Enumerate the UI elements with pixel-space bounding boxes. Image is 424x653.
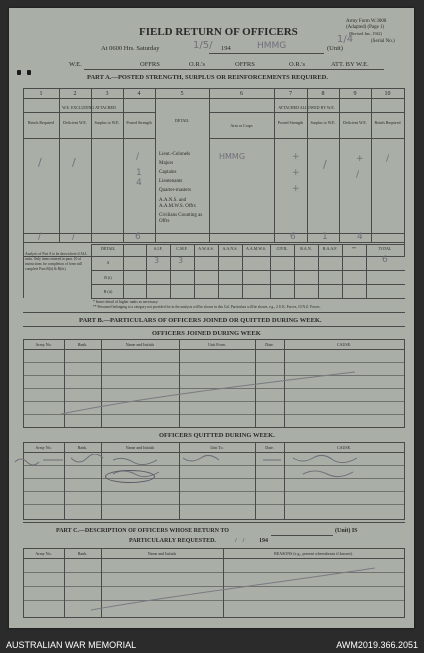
part-c-col-header: Name and Initials bbox=[147, 551, 177, 556]
col-number: 4 bbox=[137, 91, 141, 97]
rank-label: Majors bbox=[159, 161, 174, 166]
detail-sub-header: A.W.A.S. bbox=[198, 246, 214, 251]
unit-handwriting-part-a: HMMG bbox=[219, 152, 246, 161]
we-label: W.E. bbox=[69, 61, 82, 68]
col-number: 6 bbox=[240, 91, 243, 97]
unit-handwriting: HMMG bbox=[257, 41, 287, 51]
handwritten-mark: 1 bbox=[136, 168, 142, 178]
quitted-col-header: CAUSE. bbox=[336, 445, 352, 450]
handwritten-entry bbox=[13, 454, 403, 482]
punch-hole bbox=[27, 70, 31, 75]
cancel-stroke bbox=[89, 564, 379, 614]
col-number: 9 bbox=[353, 91, 357, 97]
handwritten-mark: / bbox=[323, 158, 327, 171]
footer-accession: AWM2019.366.2051 bbox=[336, 640, 418, 650]
part-b-title: PART B.—PARTICULARS OF OFFICERS JOINED OR QUITTED DURING WEEK. bbox=[79, 317, 322, 324]
handwritten-mark: 3 bbox=[178, 256, 184, 265]
joined-col-header: Rank. bbox=[77, 342, 88, 347]
col-number: 10 bbox=[384, 91, 391, 97]
col-number: 1 bbox=[39, 91, 43, 97]
handwritten-mark: 4 bbox=[136, 178, 142, 188]
we-excluding-header: W.E. EXCLUDING ATTACHED bbox=[62, 105, 116, 110]
col-number: 5 bbox=[180, 91, 184, 97]
detail-header: DETAIL bbox=[174, 118, 190, 123]
detail-sub-header: A.I.F. bbox=[153, 246, 163, 251]
right-col-header: Reinfs Required bbox=[374, 120, 401, 125]
rank-label: A.A.N.S. and A.A.M.W.S. Offrs bbox=[159, 198, 196, 209]
joined-col-header: CAUSE. bbox=[336, 342, 352, 347]
handwritten-mark: 6 bbox=[382, 255, 388, 265]
quitted-col-header: Rank. bbox=[77, 445, 88, 450]
joined-col-header: Army No. bbox=[35, 342, 52, 347]
form-title: FIELD RETURN OF OFFICERS bbox=[139, 26, 298, 38]
right-col-header: Posted Strength bbox=[277, 120, 304, 125]
offrs-label: OFFRS bbox=[140, 61, 160, 68]
ors-label: O.R.'s bbox=[189, 61, 205, 68]
part-a-title: PART A.—POSTED STRENGTH, SURPLUS OR REINFORCEMENTS REQUIRED. bbox=[87, 74, 328, 81]
left-col-header: Deficient W.E. bbox=[63, 120, 87, 125]
handwritten-mark: / bbox=[136, 152, 140, 162]
rank-label: Lieutenants bbox=[159, 179, 183, 184]
punch-hole bbox=[17, 70, 21, 75]
rank-label: Civilians Counting as Offrs bbox=[159, 213, 203, 224]
detail-sub-header: TOTAL bbox=[378, 246, 392, 251]
serial-label: (Serial No.) bbox=[371, 39, 395, 44]
revised-label: (Revised Jan., 1942) bbox=[349, 31, 382, 36]
right-col-header: Arm or Corps bbox=[230, 123, 253, 128]
detail-sub-header: DETAIL bbox=[100, 246, 116, 251]
col-number: 2 bbox=[73, 91, 77, 97]
joined-col-header: Date. bbox=[265, 342, 274, 347]
rank-label: Captains bbox=[159, 170, 177, 175]
detail-sub-header: R.A.N. bbox=[300, 246, 312, 251]
detail-sub-header: CIVIL bbox=[276, 246, 288, 251]
right-col-header: Surplus to W.E. bbox=[310, 120, 336, 125]
analysis-row-label: B (ii) bbox=[103, 289, 113, 294]
analysis-note: Analysis of Part A to be shown here if ALL units. Only items entered in para. 10 of instructions for completion of form will complete Para B(ii) & B(iii). bbox=[25, 252, 88, 271]
part-c-unit-is: (Unit) IS bbox=[335, 528, 358, 534]
adapted-label: (Adapted) (Page 1) bbox=[346, 25, 385, 30]
joined-col-header: Unit From. bbox=[208, 342, 226, 347]
handwritten-mark: 6 bbox=[290, 232, 296, 242]
footer-credit: AUSTRALIAN WAR MEMORIAL bbox=[6, 640, 137, 650]
rank-label: Lieut.-Colonels bbox=[159, 152, 191, 157]
offrs-label-2: OFFRS bbox=[235, 61, 255, 68]
detail-sub-header: A.A.M.W.S. bbox=[246, 246, 266, 251]
year-label: 194 bbox=[221, 45, 231, 52]
joined-title: OFFICERS JOINED DURING WEEK bbox=[152, 330, 261, 337]
quitted-col-header: Army No. bbox=[35, 445, 52, 450]
right-col-header: Deficient W.E. bbox=[343, 120, 367, 125]
detail-sub-header: ** bbox=[352, 246, 356, 251]
quitted-col-header: Name and Initials bbox=[125, 445, 155, 450]
handwritten-mark: + bbox=[292, 184, 300, 194]
handwritten-mark: / bbox=[356, 170, 360, 180]
col-number: 8 bbox=[321, 91, 325, 97]
handwritten-mark: + bbox=[292, 152, 300, 162]
army-form-label: Army Form W.3008 bbox=[346, 19, 387, 24]
analysis-row-label: A bbox=[106, 260, 110, 265]
detail-sub-header: C.M.F. bbox=[176, 246, 188, 251]
joined-col-header: Name and Initials bbox=[125, 342, 155, 347]
part-c-particularly: PARTICULARLY REQUESTED. bbox=[129, 538, 216, 544]
handwritten-mark: / bbox=[38, 232, 42, 242]
quitted-col-header: Unit To. bbox=[210, 445, 224, 450]
part-c-year: 194 bbox=[259, 538, 268, 544]
footnote: * Insert detail of higher ranks as necessary. bbox=[93, 300, 159, 304]
attached-allowed-header: ATTACHED ALLOWED BY W.E. bbox=[278, 105, 335, 110]
col-number: 3 bbox=[105, 91, 109, 97]
detail-sub-header: A.A.N.S. bbox=[222, 246, 238, 251]
analysis-row-label: B (i) bbox=[104, 275, 112, 280]
handwritten-mark: / bbox=[72, 156, 76, 169]
col-number: 7 bbox=[289, 91, 292, 97]
part-c-col-header: Rank. bbox=[77, 551, 88, 556]
left-col-header: Reinfs Required bbox=[27, 120, 55, 125]
footnote: ** Personnel belonging to a category not provided for in the analysis will be shown in this Col. Particulars will be shown, e.g., 2 U.K. Forces, 10 N.Z. Forces. bbox=[93, 305, 321, 309]
form-sheet bbox=[9, 8, 414, 628]
left-col-header: Surplus to W.E. bbox=[94, 120, 120, 125]
left-col-header: Posted Strength bbox=[126, 120, 152, 125]
unit-label: (Unit) bbox=[327, 45, 343, 52]
att-by-we-label: ATT. BY W.E. bbox=[331, 61, 369, 68]
handwritten-mark: + bbox=[292, 168, 300, 178]
handwritten-mark: 4 bbox=[357, 232, 363, 242]
handwritten-mark: / bbox=[38, 156, 42, 169]
handwritten-mark: / bbox=[386, 154, 390, 164]
handwritten-mark: / bbox=[72, 232, 76, 242]
detail-sub-header: R.A.A.F. bbox=[322, 246, 338, 251]
part-c-title: PART C.—DESCRIPTION OF OFFICERS WHOSE RETURN TO bbox=[56, 528, 229, 534]
part-c-slash: / / bbox=[235, 538, 245, 544]
part-c-col-header: REASONS (e.g., present whereabouts if known). bbox=[274, 551, 353, 556]
handwritten-mark: 6 bbox=[135, 232, 141, 242]
handwritten-mark: 1 bbox=[322, 232, 328, 242]
part-c-col-header: Army No. bbox=[35, 551, 52, 556]
date-handwriting: 1/5/ bbox=[193, 40, 213, 51]
at-line: At 0600 Hrs. Saturday bbox=[101, 45, 160, 52]
archive-footer bbox=[0, 637, 424, 653]
ors-label-2: O.R.'s bbox=[289, 61, 305, 68]
cancel-stroke bbox=[59, 368, 359, 418]
circled-annotation bbox=[105, 470, 155, 483]
serial-handwriting: 1/4 bbox=[337, 34, 354, 45]
handwritten-mark: + bbox=[356, 154, 364, 164]
quitted-col-header: Date. bbox=[265, 445, 274, 450]
quitted-title: OFFICERS QUITTED DURING WEEK. bbox=[159, 432, 275, 439]
handwritten-mark: 3 bbox=[154, 256, 160, 265]
rank-label: Quarter-masters bbox=[159, 188, 192, 193]
